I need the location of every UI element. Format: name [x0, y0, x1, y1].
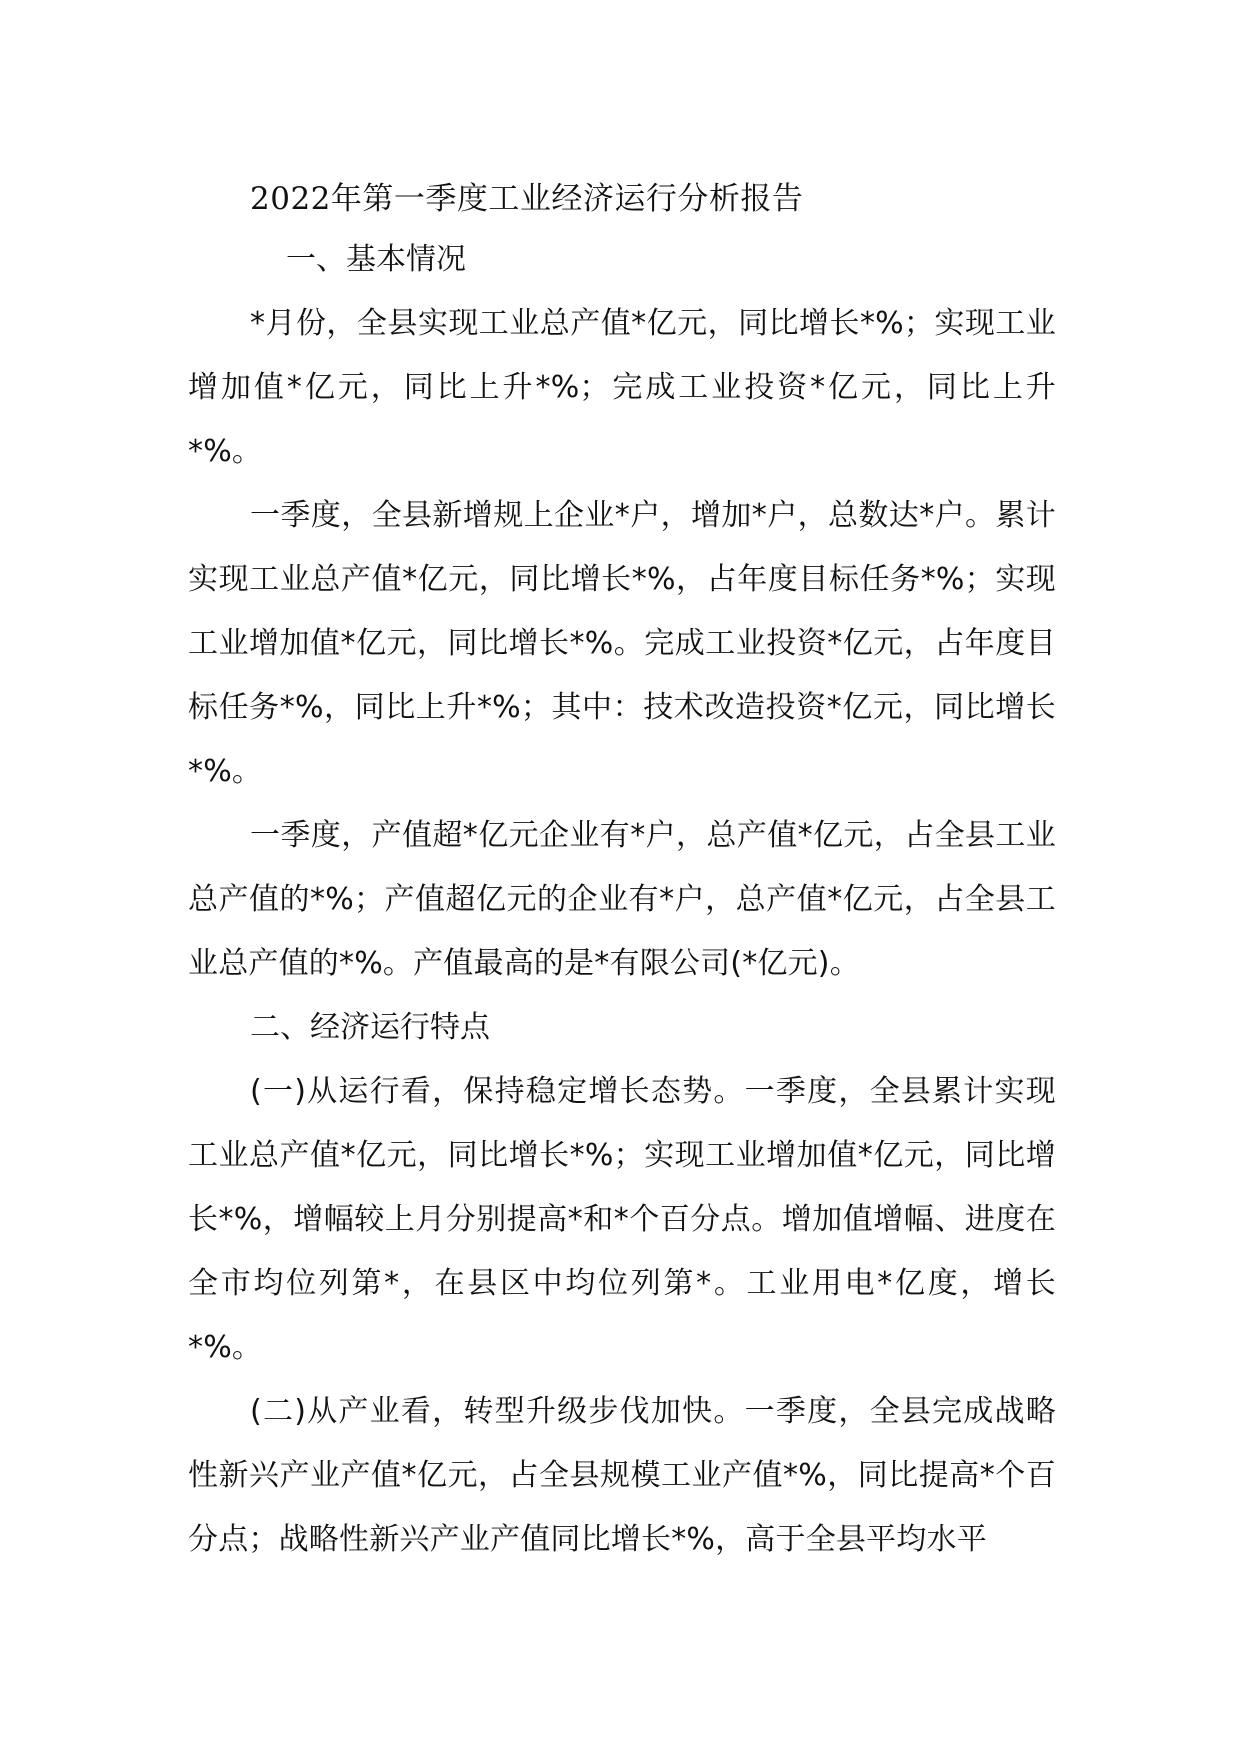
- paragraph-output-value: 一季度，产值超*亿元企业有*户，总产值*亿元，占全县工业总产值的*%；产值超亿元的企业有*户，总产值*亿元，占全县工业总产值的*%。产值最高的是*有限公司(*亿元)。: [188, 818, 1056, 981]
- paragraph-operation-trend: (一)从运行看，保持稳定增长态势。一季度，全县累计实现工业总产值*亿元，同比增长*%；实现工业增加值*亿元，同比增长*%，增幅较上月分别提高*和*个百分点。增加值增幅、进度在全市均位列第*，在县区中均位列第*。工业用电*亿度，增长*%。: [188, 1074, 1056, 1365]
- paragraph-industry-upgrade: (二)从产业看，转型升级步伐加快。一季度，全县完成战略性新兴产业产值*亿元，占全县规模工业产值*%，同比提高*个百分点；战略性新兴产业产值同比增长*%，高于全县平均水平: [188, 1394, 1056, 1557]
- paragraph-monthly-summary: *月份，全县实现工业总产值*亿元，同比增长*%；实现工业增加值*亿元，同比上升*%；完成工业投资*亿元，同比上升*%。: [188, 306, 1056, 469]
- section-heading-basic-situation: 一、基本情况: [286, 242, 466, 277]
- section-heading-economic-features: 二、经济运行特点: [250, 1010, 490, 1045]
- paragraph-quarter-enterprises: 一季度，全县新增规上企业*户，增加*户，总数达*户。累计实现工业总产值*亿元，同比增长*%，占年度目标任务*%；实现工业增加值*亿元，同比增长*%。完成工业投资*亿元，占年度目标任务*%，同比上升*%；其中：技术改造投资*亿元，同比增长*%。: [188, 498, 1056, 789]
- document-title: 2022年第一季度工业经济运行分析报告: [250, 181, 804, 217]
- document-body: [188, 170, 1056, 1572]
